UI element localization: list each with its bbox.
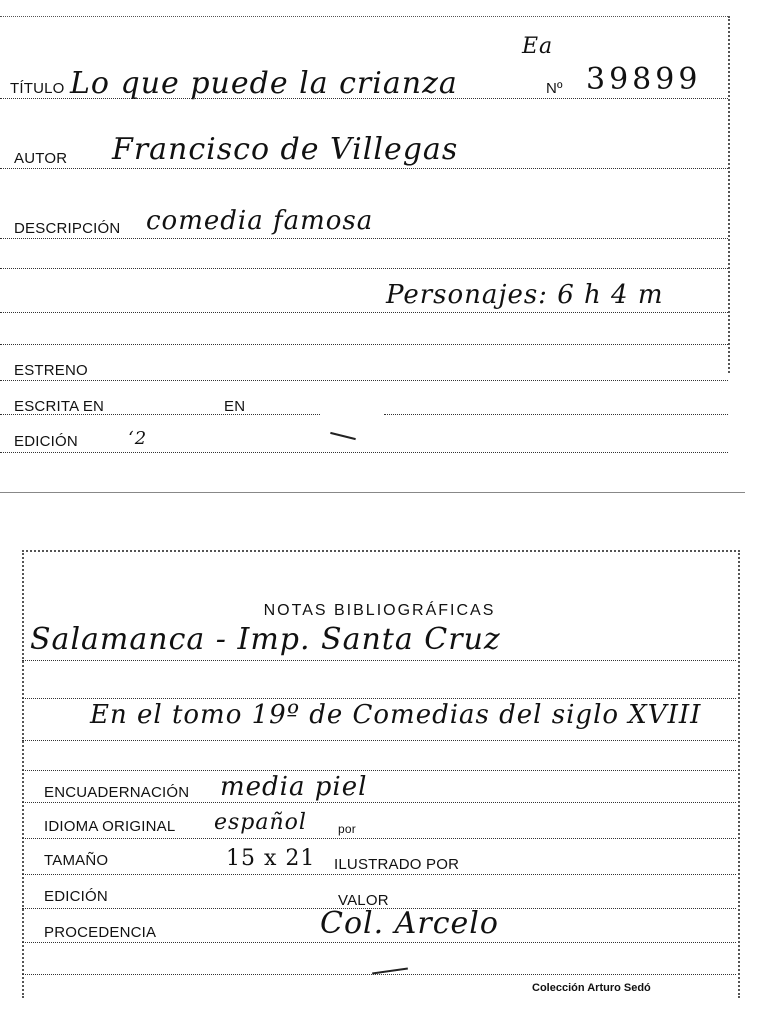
rule-titulo <box>0 98 728 99</box>
tamano-value: 15 x 21 <box>226 846 316 871</box>
notas-title: NOTAS BIBLIOGRÁFICAS <box>263 602 496 619</box>
rule-estreno <box>0 380 728 381</box>
idioma-label: IDIOMA ORIGINAL <box>44 818 176 835</box>
rule-escrita <box>0 414 320 415</box>
notes-line-2: En el tomo 19º de Comedias del siglo XVIII <box>90 700 702 730</box>
procedencia-value: Col. Arcelo <box>320 906 499 941</box>
idioma-value: español <box>214 810 307 835</box>
valor-label: VALOR <box>338 892 389 909</box>
notes-line-1: Salamanca - Imp. Santa Cruz <box>30 622 501 657</box>
card-separator <box>0 492 745 493</box>
edicion2-label: EDICIÓN <box>44 888 108 905</box>
ilustrado-label: ILUSTRADO POR <box>334 856 460 873</box>
en-label: EN <box>224 398 246 415</box>
estreno-label: ESTRENO <box>14 362 88 379</box>
edicion-label: EDICIÓN <box>14 433 78 450</box>
rule-notes-2 <box>22 698 736 699</box>
procedencia-label: PROCEDENCIA <box>44 924 157 941</box>
rule-descripcion <box>0 238 728 239</box>
encuadernacion-value: media piel <box>220 772 368 802</box>
number-label: Nº <box>546 80 563 97</box>
collection-credit: Colección Arturo Sedó <box>532 982 651 994</box>
rule-autor <box>0 168 728 169</box>
rule-blank-2 <box>0 312 728 313</box>
titulo-label: TÍTULO <box>10 80 65 97</box>
rule-notes-1 <box>22 660 736 661</box>
rule-idioma <box>22 838 736 839</box>
descripcion-label: DESCRIPCIÓN <box>14 220 121 237</box>
number-value: 39899 <box>586 62 702 97</box>
rule-blank-1 <box>0 268 728 269</box>
rule-notes-4 <box>22 770 736 771</box>
descripcion-value: comedia famosa <box>146 206 374 236</box>
pencil-mark <box>330 432 356 440</box>
titulo-value: Lo que puede la crianza <box>70 66 458 101</box>
tamano-label: TAMAÑO <box>44 852 109 869</box>
rule-bottom <box>22 974 736 975</box>
encuadernacion-label: ENCUADERNACIÓN <box>44 784 190 801</box>
personajes-value: Personajes: 6 h 4 m <box>386 280 664 310</box>
rule-tamano <box>22 874 736 875</box>
rule-procedencia <box>22 942 736 943</box>
por-label: por <box>338 822 356 836</box>
edicion-mark: ‘2 <box>128 428 148 449</box>
rule-notes-3 <box>22 740 736 741</box>
rule-en <box>384 414 728 415</box>
rule-edicion <box>0 452 728 453</box>
number-note: Ea <box>522 34 554 59</box>
autor-label: AUTOR <box>14 150 68 167</box>
autor-value: Francisco de Villegas <box>112 132 459 167</box>
escrita-label: ESCRITA EN <box>14 398 105 415</box>
rule-blank-3 <box>0 344 728 345</box>
rule-encuadernacion <box>22 802 736 803</box>
